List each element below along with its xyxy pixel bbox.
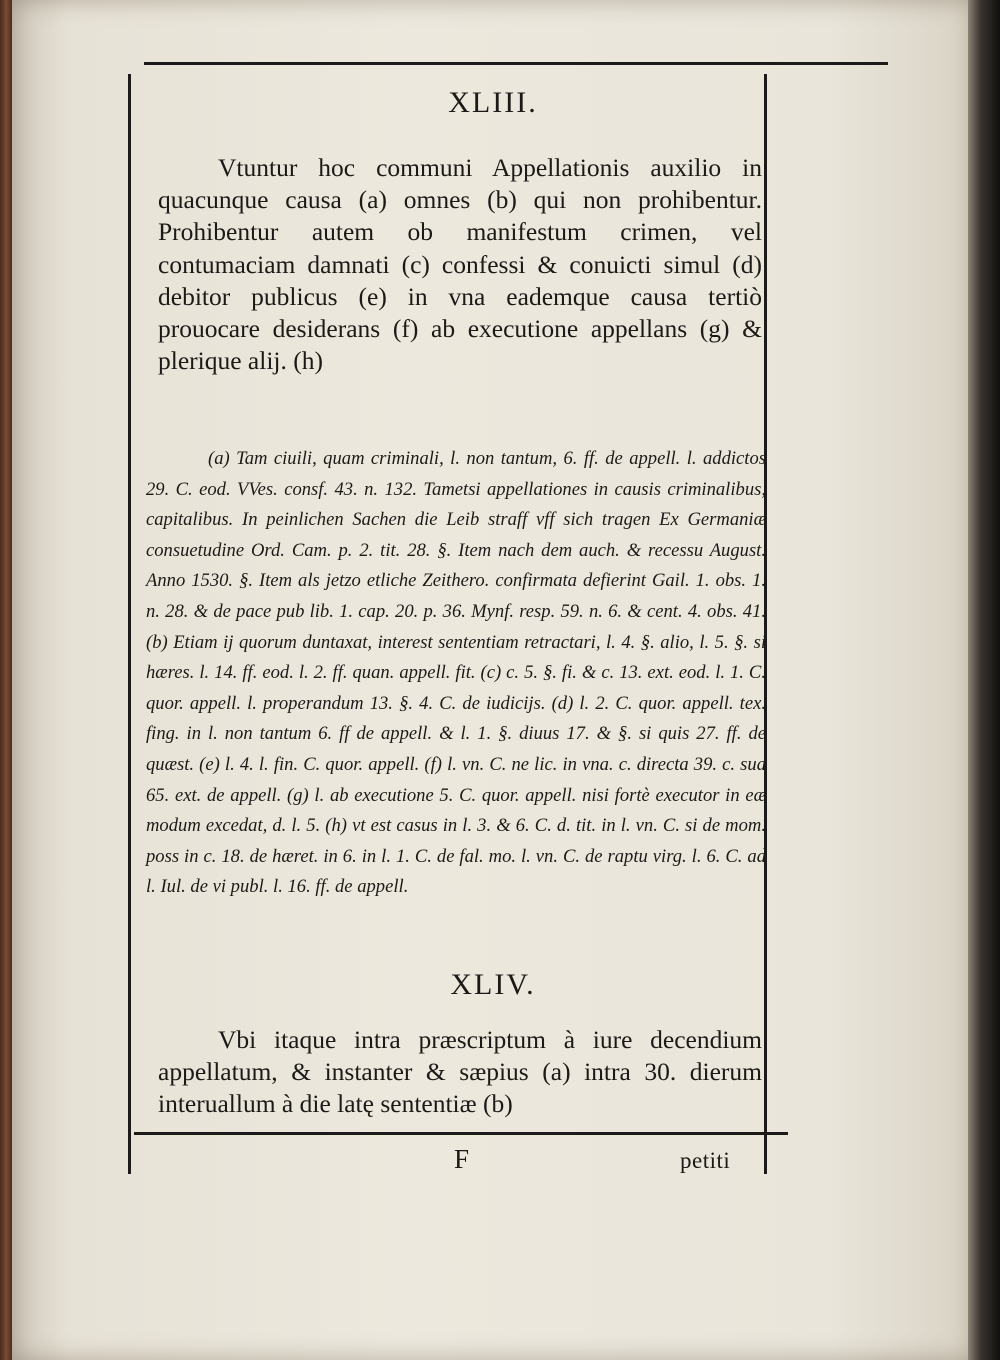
section-heading-xliii: XLIII. (448, 86, 538, 119)
signature-mark: F (454, 1144, 470, 1174)
catchword: petiti (680, 1148, 731, 1173)
left-rule (128, 74, 131, 1174)
right-page-edge (968, 0, 1000, 1360)
main-paragraph-xliii: Vtuntur hoc communi Appellationis auxilio in quacunque causa (a) omnes (b) qui non prohibentur. Prohibentur autem ob manifestum crimen, vel contumaciam damnati (c) confessi & conuicti simul (d) debitor publicus (e) in vna eademque causa tertiò prouocare desiderans (f) ab executione appellans (g) & plerique alij. (h) (158, 153, 762, 376)
main-paragraph-xliv: Vbi itaque intra præscriptum à iure decendium appellatum, & instanter & sæpius (a) intra 30. dierum interuallum à die latę sententiæ (b) (158, 1025, 762, 1119)
marginal-notes: (a) Tam ciuili, quam criminali, l. non tantum, 6. ff. de appell. l. addictos 29. C. eod. VVes. consf. 43. n. 132. Tametsi appellationes in causis criminalibus, capitalibus. In peinlichen Sachen die Leib straff vff sich tragen Ex Germaniæ consuetudine Ord. Cam. p. 2. tit. 28. §. Item nach dem auch. & recessu August. Anno 1530. §. Item als jetzo etliche Zeithero. confirmata defierint Gail. 1. obs. 1. n. 28. & de pace pub lib. 1. cap. 20. p. 36. Mynf. resp. 59. n. 6. & cent. 4. obs. 41. (b) Etiam ij quorum duntaxat, interest sententiam retractari, l. 4. §. alio, l. 5. §. si hæres. l. 14. ff. eod. l. 2. ff. quan. appell. fit. (c) c. 5. §. fi. & c. 13. ext. eod. l. 1. C. quor. appell. l. properandum 13. §. 4. C. de iudicijs. (d) l. 2. C. quor. appell. tex. fing. in l. non tantum 6. ff de appell. & l. 1. §. diuus 17. & §. si quis 27. ff. de quæst. (e) l. 4. l. fin. C. quor. appell. (f) l. vn. C. ne lic. in vna. c. directa 39. c. sua 65. ext. de appell. (g) l. ab executione 5. C. quor. appell. nisi fortè executor in eæ modum excedat, d. l. 5. (h) vt est casus in l. 3. & 6. C. d. tit. in l. vn. C. si de mom. poss in c. 18. de hæret. in 6. in l. 1. C. de fal. mo. l. vn. C. de raptu virg. l. 6. C. ad l. Iul. de vi publ. l. 16. ff. de appell. (146, 448, 766, 898)
section-heading-xliv: XLIV. (450, 968, 536, 1001)
top-rule (144, 62, 888, 65)
book-page (12, 0, 974, 1360)
bottom-rule (134, 1132, 788, 1135)
